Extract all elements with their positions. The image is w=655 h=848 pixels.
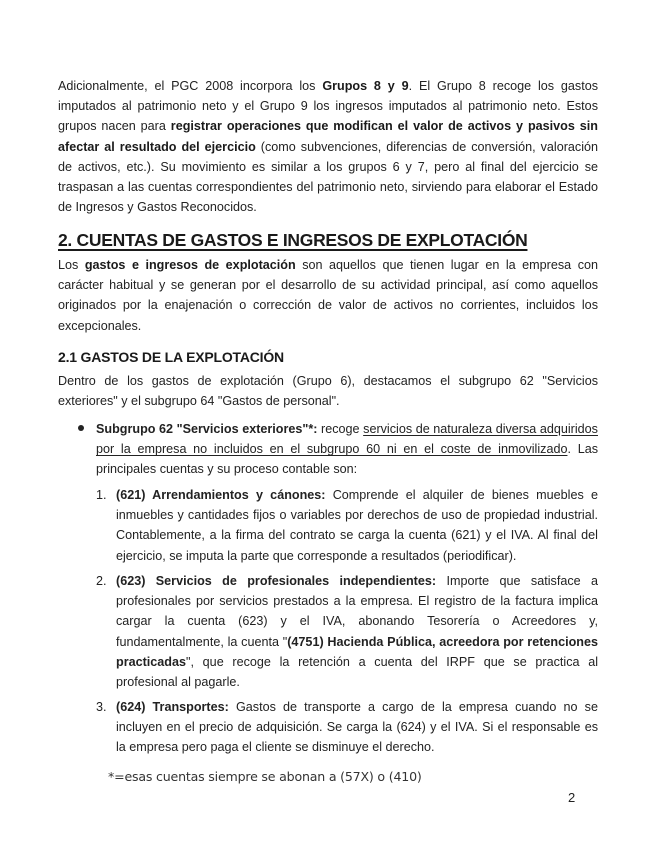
- list-item-text: (623) Servicios de profesionales independientes: Importe que satisface a profesionales por servicios prestados a la empresa. El registro de la factura implica cargar la cuenta (623) y el IVA, abonando Tesorería o Acreedores y, fundamentalmente, la cuenta "(4751) Hacienda Pública, acreedora por retenciones practicadas", que recoge la retención a cuenta del IRPF que se practica al profesional al pagarle.: [116, 574, 599, 690]
- list-item-bold: (624) Transportes:: [116, 700, 229, 714]
- list-item-623: [58, 571, 598, 692]
- section-2-heading: 2. CUENTAS DE GASTOS E INGRESOS DE EXPLOTACIÓN: [58, 230, 528, 250]
- intro-paragraph: Adicionalmente, el PGC 2008 incorpora los Grupos 8 y 9. El Grupo 8 recoge los gastos imputados al patrimonio neto y el Grupo 9 los ingresos imputados al patrimonio neto. Estos grupos nacen para registrar operaciones que modifican el valor de activos y pasivos sin afectar al resultado del ejercicio (como subvenciones, diferencias de conversión, valoración de activos, etc.). Su movimiento es similar a los grupos 6 y 7, pero al final del ejercicio se traspasan a las cuentas correspondientes del patrimonio neto, sirviendo para elaborar el Estado de Ingresos y Gastos Reconocidos.: [58, 79, 599, 215]
- bullet-underlined: servicios de naturaleza diversa adquiridos por la empresa no incluidos en el subgrupo 60 ni en el coste de inmovilizado: [96, 422, 598, 457]
- footnote: *=esas cuentas siempre se abonan a (57X) o (410): [108, 769, 422, 784]
- list-number: 2.: [96, 574, 107, 588]
- bullet-bold: Subgrupo 62 "Servicios exteriores"*:: [96, 422, 318, 436]
- bullet-text: Subgrupo 62 "Servicios exteriores"*: recoge servicios de naturaleza diversa adquiridos por la empresa no incluidos en el subgrupo 60 ni en el coste de inmovilizado. Las principales cuentas y su proceso contable son:: [96, 422, 598, 477]
- page-number: 2: [568, 790, 576, 805]
- section-2-bold: gastos e ingresos de explotación: [84, 258, 296, 272]
- list-item-bold-hacienda: (4751) Hacienda Pública, acreedora por retenciones practicadas: [116, 634, 598, 669]
- list-number: 1.: [96, 488, 107, 502]
- list-number: 3.: [96, 700, 107, 714]
- list-item-bold: (621) Arrendamientos y cánones:: [116, 488, 326, 502]
- list-item-text: (624) Transportes: Gastos de transporte a cargo de la empresa cuando no se incluyen en el precio de adquisición. Se carga la (624) y el IVA. Si el responsable es la empresa pero paga el cliente se disminuye el derecho.: [116, 700, 598, 755]
- intro-bold-register: registrar operaciones que modifican el valor de activos y pasivos sin afectar al resultado del ejercicio: [58, 119, 598, 154]
- section-2-1-heading: 2.1 GASTOS DE LA EXPLOTACIÓN: [58, 349, 284, 365]
- intro-bold-groups: Grupos 8 y 9: [322, 79, 409, 93]
- list-item-text: (621) Arrendamientos y cánones: Comprende el alquiler de bienes muebles e inmuebles y cantidades fijos o variables por derechos de uso de propiedad industrial. Contablemente, a la firma del contrato se carga la cuenta (621) y el IVA. Al final del ejercicio, se imputa la parte que corresponde a resultados (periodificar).: [116, 488, 598, 563]
- list-item-624: [58, 697, 598, 758]
- section-2-1-paragraph: Dentro de los gastos de explotación (Grupo 6), destacamos el subgrupo 62 "Servicios exteriores" y el subgrupo 64 "Gastos de personal".: [58, 374, 598, 409]
- bullet-dot-icon: [78, 425, 84, 431]
- section-2-paragraph: Los gastos e ingresos de explotación son aquellos que tienen lugar en la empresa con carácter habitual y se generan por el desarrollo de su actividad principal, así como aquellos originados por la enajenación o corrección de valor de activos no corrientes, incluidos los excepcionales.: [58, 258, 598, 333]
- bullet-subgroup-62: [58, 419, 598, 480]
- list-item-621: [58, 485, 598, 566]
- list-item-bold: (623) Servicios de profesionales independientes:: [116, 574, 437, 588]
